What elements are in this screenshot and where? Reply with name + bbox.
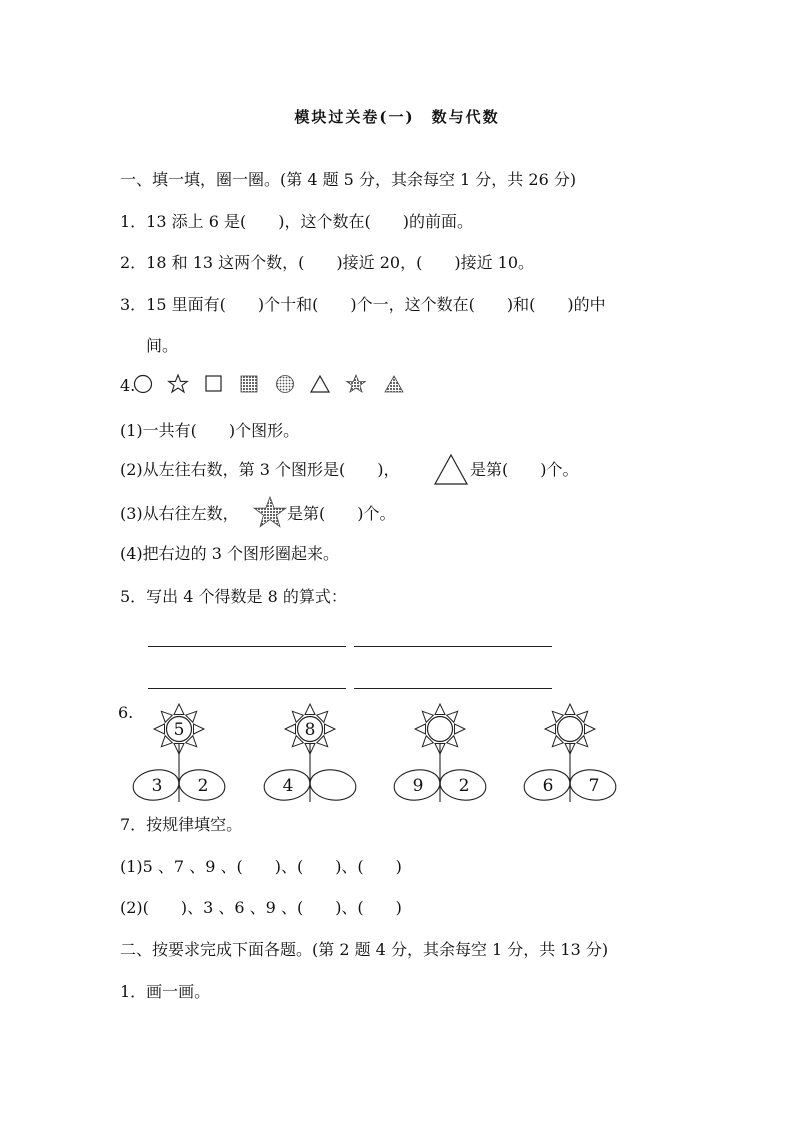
- question-4-4: (4)把右边的 3 个图形圈起来。: [120, 544, 340, 563]
- question-3-line1: 3．15 里面有( )个十和( )个一，这个数在( )和( )的中: [120, 295, 606, 314]
- question-7-2: (2)( )、3 、6 、9 、( )、( ): [120, 898, 402, 917]
- sun-circle: [428, 717, 453, 742]
- question-4-3a: (3)从右往左数，: [120, 504, 239, 523]
- question-5: 5．写出 4 个得数是 8 的算式：: [120, 587, 347, 606]
- question-6-label: 6.: [118, 703, 134, 722]
- sun-ray: [415, 724, 426, 734]
- question-1: 1．13 添上 6 是( )，这个数在( )的前面。: [120, 212, 473, 231]
- sun-ray: [305, 704, 315, 715]
- right-leaf-number: 2: [197, 776, 209, 796]
- question-4-1: (1)一共有( )个图形。: [120, 421, 300, 440]
- sun-ray: [174, 704, 184, 715]
- question-7: 7．按规律填空。: [120, 815, 243, 834]
- question-4-2b: 是第( )个。: [470, 460, 579, 479]
- sun-number: 8: [304, 720, 316, 740]
- right-leaf-number: 2: [458, 776, 470, 796]
- left-leaf-number: 3: [151, 776, 163, 796]
- question-4-2a: (2)从左往右数，第 3 个图形是( )，: [120, 460, 400, 479]
- flower: [262, 704, 358, 803]
- section2-question-1: 1．画一画。: [120, 982, 211, 1001]
- sun-ray: [565, 704, 575, 715]
- left-leaf-number: 9: [412, 776, 424, 796]
- flower: [392, 704, 488, 803]
- section2-heading: 二、按要求完成下面各题。(第 2 题 4 分，其余每空 1 分，共 13 分): [120, 940, 609, 959]
- flower: [131, 704, 227, 803]
- left-leaf-number: 6: [542, 776, 554, 796]
- page-title: 模块过关卷(一) 数与代数: [294, 108, 500, 126]
- sun-ray: [285, 724, 296, 734]
- question-4-label: 4.: [120, 376, 136, 395]
- sun-ray: [325, 724, 336, 734]
- sun-number: 5: [173, 720, 185, 740]
- question-7-1: (1)5 、7 、9 、( )、( )、( ): [120, 857, 402, 876]
- sun-ray: [585, 724, 596, 734]
- sun-ray: [435, 704, 445, 715]
- left-leaf-number: 4: [282, 776, 294, 796]
- question-3-line2: 间。: [146, 336, 179, 355]
- sun-ray: [545, 724, 556, 734]
- sun-ray: [154, 724, 165, 734]
- sun-ray: [455, 724, 466, 734]
- flower: [522, 704, 618, 803]
- section1-heading: 一、填一填，圈一圈。(第 4 题 5 分，其余每空 1 分，共 26 分): [120, 170, 577, 189]
- question-4-3b: 是第( )个。: [287, 504, 396, 523]
- sun-circle: [558, 717, 583, 742]
- sun-ray: [194, 724, 205, 734]
- right-leaf: [308, 767, 358, 803]
- right-leaf-number: 7: [588, 776, 600, 796]
- question-2: 2．18 和 13 这两个数，( )接近 20，( )接近 10。: [120, 253, 535, 272]
